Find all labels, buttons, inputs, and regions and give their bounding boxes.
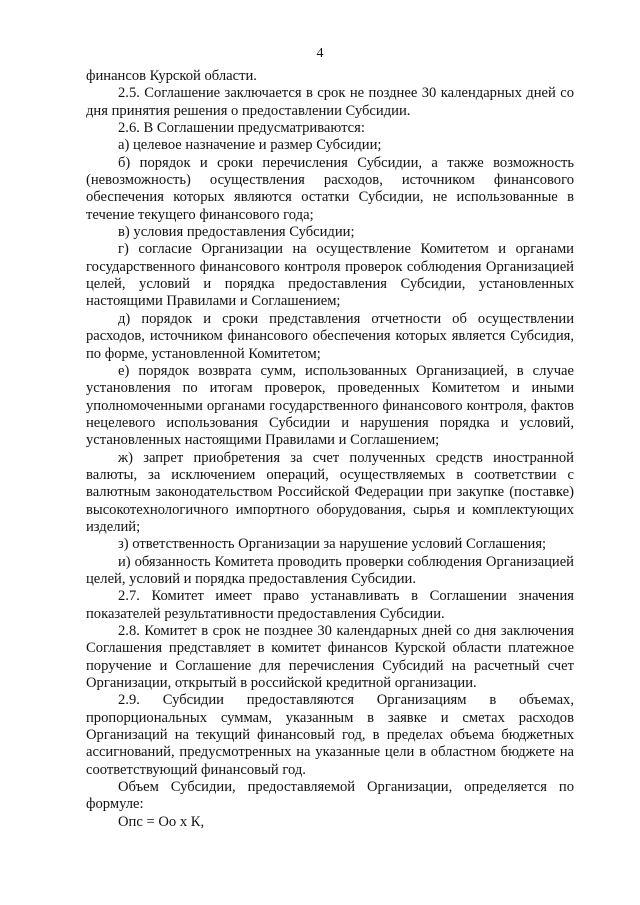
page-number: 4 — [316, 46, 324, 61]
paragraph-2-6: 2.6. В Соглашении предусматриваются: — [118, 120, 365, 137]
list-item-v: в) условия предоставления Субсидии; — [118, 224, 355, 241]
paragraph-2-7: 2.7. Комитет имеет право устанавливать в Соглашении значения показателей результативности предоставления Субсидии. — [86, 588, 574, 622]
list-item-a: а) целевое назначение и размер Субсидии; — [118, 137, 382, 154]
formula: Опс = Оо х К, — [118, 813, 205, 830]
list-item-g: г) согласие Организации на осуществление Комитетом и органами государственного финансового контроля проверок соблюдения Организацией целей, условий и порядка предоставления Субсидии, установленных настоящими Правилами и Соглашением; — [86, 241, 574, 310]
list-item-b: б) порядок и сроки перечисления Субсидии, а также возможность (невозможность) осуществления расходов, источником финансового обеспечения которых являются остатки Субсидии, не использованные в течение текущего финансового года; — [86, 154, 574, 223]
paragraph-continuation: финансов Курской области. — [86, 68, 257, 84]
list-item-zh: ж) запрет приобретения за счет полученных средств иностранной валюты, за исключением операций, осуществляемых в соответствии с валютным законодательством Российской Федерации при закупке (поставке) высокотехнологичного импортного оборудования, сырья и комплектующих изделий; — [86, 449, 574, 535]
list-item-z: з) ответственность Организации за нарушение условий Соглашения; — [118, 536, 547, 553]
paragraph-2-5: 2.5. Соглашение заключается в срок не позднее 30 календарных дней со дня принятия решения о предоставлении Субсидии. — [86, 85, 574, 119]
paragraph-formula-intro: Объем Субсидии, предоставляемой Организации, определяется по формуле: — [86, 779, 574, 813]
list-item-i: и) обязанность Комитета проводить проверки соблюдения Организацией целей, условий и порядка предоставления Субсидии. — [86, 553, 574, 587]
paragraph-2-9: 2.9. Субсидии предоставляются Организациям в объемах, пропорциональных суммам, указанным в заявке и сметах расходов Организаций на текущий финансовый год, в пределах объема бюджетных ассигнований, предусмотренных на указанные цели в областном бюджете на соответствующий финансовый год. — [86, 692, 574, 778]
paragraph-2-8: 2.8. Комитет в срок не позднее 30 календарных дней со дня заключения Соглашения представляет в комитет финансов Курской области платежное поручение и Соглашение для перечисления Субсидий на расчетный счет Организации, открытый в российской кредитной организации. — [86, 623, 574, 692]
list-item-e: е) порядок возврата сумм, использованных Организацией, в случае установления по итогам проверок, проведенных Комитетом и иными уполномоченными органами государственного финансового контроля, фактов нецелевого использования Субсидии и нарушения порядка и условий, установленных настоящими Правилами и Соглашением; — [86, 362, 574, 449]
list-item-d: д) порядок и сроки представления отчетности об осуществлении расходов, источником финансового обеспечения которых является Субсидия, по форме, установленной Комитетом; — [86, 310, 574, 362]
document-body — [86, 68, 574, 831]
